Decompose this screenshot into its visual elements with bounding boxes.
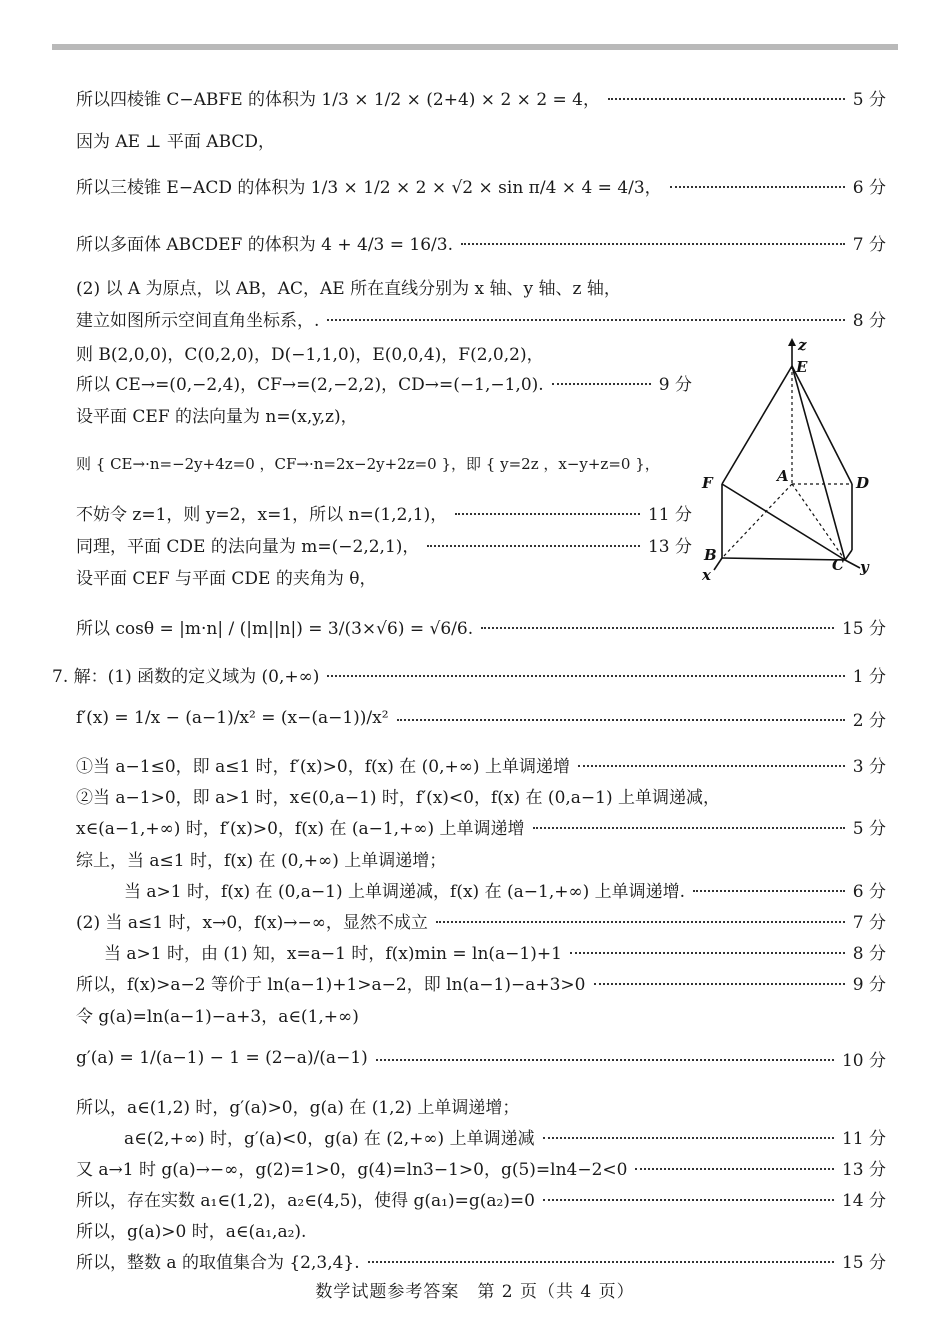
label-A: A xyxy=(777,467,789,485)
answer-line: (2) 当 a≤1 时，x→0，f(x)→−∞，显然不成立 7 分 xyxy=(76,905,886,935)
dot-leader xyxy=(481,627,834,629)
label-D: D xyxy=(856,474,870,492)
score: 5 分 xyxy=(852,818,886,839)
answer-line: 当 a>1 时，由 (1) 知，x=a−1 时，f(x)min = ln(a−1)+1 8 分 xyxy=(104,936,886,966)
score: 14 分 xyxy=(841,1190,886,1211)
answer-line: 所以，a∈(1,2) 时，g′(a)>0，g(a) 在 (1,2) 上单调递增； xyxy=(76,1097,520,1118)
score: 5 分 xyxy=(852,89,886,110)
answer-line: 则 { CE→·n=−2y+4z=0 ，CF→·n=2x−2y+2z=0 }，即 { y=2z ，x−y+z=0 }， xyxy=(76,454,660,473)
label-E: E xyxy=(796,358,808,376)
label-x: x xyxy=(702,566,711,584)
score: 8 分 xyxy=(852,943,886,964)
dot-leader xyxy=(594,983,845,985)
answer-line: f′(x) = 1/x − (a−1)/x² = (x−(a−1))/x² 2 分 xyxy=(76,703,886,733)
dot-leader xyxy=(455,513,640,515)
dot-leader xyxy=(635,1168,833,1170)
score: 10 分 xyxy=(841,1050,886,1071)
answer-line: x∈(a−1,+∞) 时，f′(x)>0，f(x) 在 (a−1,+∞) 上单调递增 5 分 xyxy=(76,811,886,841)
answer-line: 所以四棱锥 C−ABFE 的体积为 1/3 × 1/2 × (2+4) × 2 × 2 = 4， 5 分 xyxy=(76,82,886,112)
top-rule xyxy=(52,44,898,50)
score: 11 分 xyxy=(841,1128,886,1149)
answer-line: 因为 AE ⊥ 平面 ABCD， xyxy=(76,131,276,152)
score: 15 分 xyxy=(841,1252,886,1273)
dot-leader xyxy=(376,1059,834,1061)
answer-line: 所以三棱锥 E−ACD 的体积为 1/3 × 1/2 × 2 × √2 × sin π/4 × 4 = 4/3， 6 分 xyxy=(76,170,886,200)
answer-line: 综上，当 a≤1 时，f(x) 在 (0,+∞) 上单调递增； xyxy=(76,850,447,871)
answer-line: 则 B(2,0,0)，C(0,2,0)，D(−1,1,0)，E(0,0,4)，F(2,0,2)， xyxy=(76,344,544,365)
score: 2 分 xyxy=(852,710,886,731)
edge-BC xyxy=(722,558,845,560)
score: 11 分 xyxy=(647,504,692,525)
z-arrow xyxy=(788,338,796,346)
answer-line: 建立如图所示空间直角坐标系，. 8 分 xyxy=(76,303,886,333)
dot-leader xyxy=(427,545,640,547)
score: 6 分 xyxy=(852,177,886,198)
score: 1 分 xyxy=(852,666,886,687)
score: 13 分 xyxy=(841,1159,886,1180)
label-F: F xyxy=(702,474,713,492)
page-footer: 数学试题参考答案 第 2 页（共 4 页） xyxy=(315,1282,635,1302)
answer-line: 所以，g(a)>0 时，a∈(a₁,a₂). xyxy=(76,1221,307,1242)
score: 15 分 xyxy=(841,618,886,639)
answer-line: 所以多面体 ABCDEF 的体积为 4 + 4/3 = 16/3. 7 分 xyxy=(76,227,886,257)
dot-leader xyxy=(552,383,651,385)
dot-leader xyxy=(397,719,845,721)
answer-line: 7. 解：(1) 函数的定义域为 (0,+∞) 1 分 xyxy=(52,659,886,689)
score: 6 分 xyxy=(852,881,886,902)
dot-leader xyxy=(368,1261,834,1263)
edge-EC xyxy=(792,366,845,560)
dot-leader xyxy=(578,765,845,767)
answer-line: 所以，存在实数 a₁∈(1,2)，a₂∈(4,5)，使得 g(a₁)=g(a₂)=0 14 分 xyxy=(76,1183,886,1213)
answer-line: 令 g(a)=ln(a−1)−a+3，a∈(1,+∞) xyxy=(76,1006,359,1027)
dot-leader xyxy=(327,675,844,677)
score: 8 分 xyxy=(852,310,886,331)
answer-line: 所以 CE→=(0,−2,4)，CF→=(2,−2,2)，CD→=(−1,−1,0). 9 分 xyxy=(76,367,692,397)
answer-line: g′(a) = 1/(a−1) − 1 = (2−a)/(a−1) 10 分 xyxy=(76,1043,886,1073)
answer-line: 当 a>1 时，f(x) 在 (0,a−1) 上单调递减，f(x) 在 (a−1,+∞) 上单调递增. 6 分 xyxy=(124,874,886,904)
dot-leader xyxy=(327,319,844,321)
edge-DC xyxy=(845,550,852,560)
score: 13 分 xyxy=(647,536,692,557)
answer-line: ①当 a−1≤0，即 a≤1 时，f′(x)>0，f(x) 在 (0,+∞) 上单调递增 3 分 xyxy=(76,749,886,779)
answer-line: 所以 cosθ = |m·n| / (|m||n|) = 3/(3×√6) = √6/6. 15 分 xyxy=(76,611,886,641)
label-C: C xyxy=(832,556,844,574)
answer-line: 设平面 CEF 与平面 CDE 的夹角为 θ， xyxy=(76,568,377,589)
label-B: B xyxy=(704,546,717,564)
dot-leader xyxy=(608,98,845,100)
dot-leader xyxy=(461,243,845,245)
label-y: y xyxy=(860,558,869,576)
y-axis xyxy=(845,560,860,568)
score: 9 分 xyxy=(658,374,692,395)
dot-leader xyxy=(533,827,845,829)
edge-AC-hidden xyxy=(792,484,845,560)
score: 7 分 xyxy=(852,912,886,933)
answer-line: 所以，f(x)>a−2 等价于 ln(a−1)+1>a−2，即 ln(a−1)−a+3>0 9 分 xyxy=(76,967,886,997)
dot-leader xyxy=(693,890,845,892)
dot-leader xyxy=(570,952,845,954)
answer-line: (2) 以 A 为原点，以 AB，AC，AE 所在直线分别为 x 轴、y 轴、z 轴， xyxy=(76,278,621,299)
answer-line: a∈(2,+∞) 时，g′(a)<0，g(a) 在 (2,+∞) 上单调递减 11 分 xyxy=(124,1121,886,1151)
score: 9 分 xyxy=(852,974,886,995)
dot-leader xyxy=(670,186,845,188)
answer-line: ②当 a−1>0，即 a>1 时，x∈(0,a−1) 时，f′(x)<0，f(x) 在 (0,a−1) 上单调递减， xyxy=(76,787,721,808)
label-z: z xyxy=(798,336,807,354)
polyhedron-figure xyxy=(692,336,882,586)
answer-line: 同理，平面 CDE 的法向量为 m=(−2,2,1)， 13 分 xyxy=(76,529,692,559)
score: 7 分 xyxy=(852,234,886,255)
dot-leader xyxy=(543,1199,834,1201)
edge-ED xyxy=(792,366,852,484)
answer-line: 设平面 CEF 的法向量为 n=(x,y,z)， xyxy=(76,406,358,427)
answer-line: 又 a→1 时 g(a)→−∞，g(2)=1>0，g(4)=ln3−1>0，g(5)=ln4−2<0 13 分 xyxy=(76,1152,886,1182)
dot-leader xyxy=(436,921,845,923)
score: 3 分 xyxy=(852,756,886,777)
dot-leader xyxy=(543,1137,834,1139)
answer-line: 不妨令 z=1，则 y=2，x=1，所以 n=(1,2,1)， 11 分 xyxy=(76,497,692,527)
answer-line: 所以，整数 a 的取值集合为 {2,3,4}. 15 分 xyxy=(76,1245,886,1275)
